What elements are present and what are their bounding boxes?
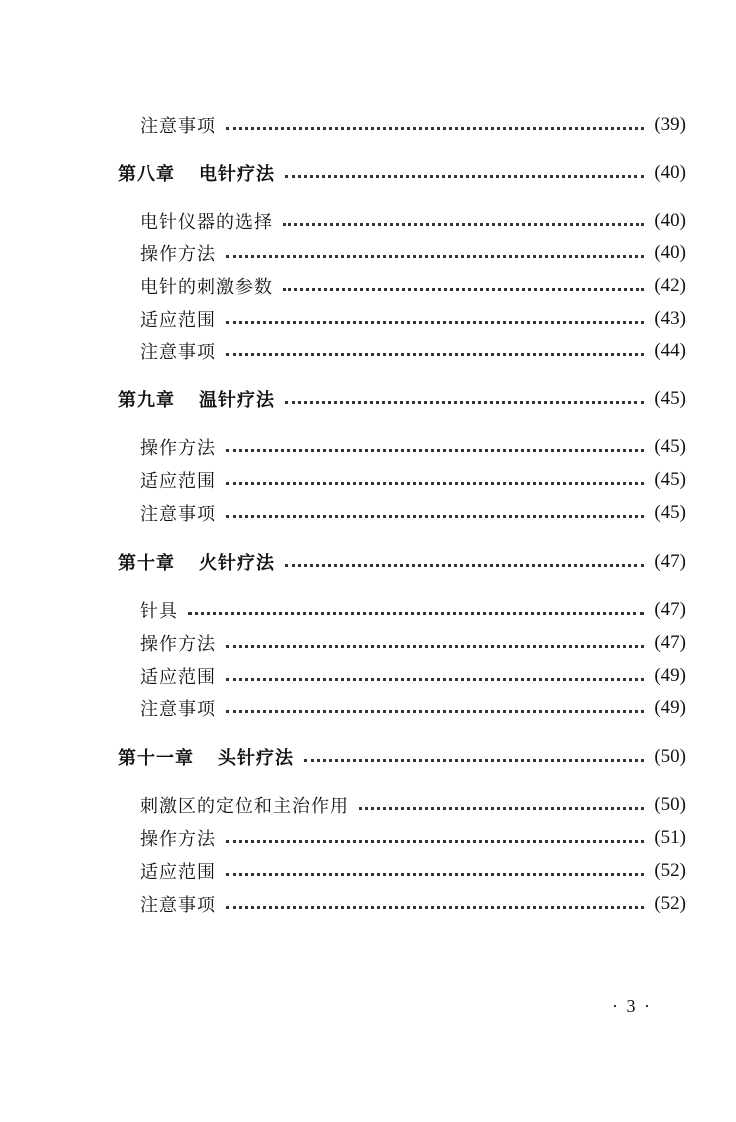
dot-leader	[226, 643, 644, 648]
dot-leader	[226, 125, 644, 130]
toc-entry-title: 注意事项	[140, 116, 216, 137]
chapter-number: 第十章	[118, 553, 175, 574]
dot-leader	[304, 757, 644, 762]
toc-entry-chapter	[118, 384, 686, 414]
dot-leader	[226, 447, 644, 452]
chapter-title: 电针疗法	[199, 164, 275, 185]
toc-entry-section	[140, 790, 686, 820]
toc-entry-page: (42)	[654, 275, 686, 296]
chapter-number: 第九章	[118, 390, 175, 411]
chapter-title: 头针疗法	[218, 748, 294, 769]
toc-entry-section	[140, 465, 686, 495]
toc-entry-section	[140, 823, 686, 853]
toc-entry-title: 注意事项	[140, 342, 216, 363]
toc-entry-title: 注意事项	[140, 504, 216, 525]
toc-entry-section	[140, 110, 686, 140]
toc-entry-title: 适应范围	[140, 862, 216, 883]
dot-leader	[283, 286, 644, 291]
toc-entry-page: (50)	[654, 746, 686, 767]
dot-leader	[226, 904, 644, 909]
toc-entry-section	[140, 336, 686, 366]
toc-entry-page: (45)	[654, 502, 686, 523]
toc-entry-title: 操作方法	[140, 829, 216, 850]
toc-entry-page: (49)	[654, 697, 686, 718]
toc-entry-section	[140, 271, 686, 301]
dot-leader	[359, 805, 644, 810]
toc-entry-page: (52)	[654, 893, 686, 914]
toc-entry-section	[140, 889, 686, 919]
dot-leader	[285, 399, 644, 404]
toc-entry-page: (47)	[654, 632, 686, 653]
dot-leader	[226, 480, 644, 485]
toc-entry-section	[140, 432, 686, 462]
dot-leader	[226, 838, 644, 843]
dot-leader	[226, 676, 644, 681]
toc-entry-title: 电针仪器的选择	[140, 212, 273, 233]
toc-entry-page: (50)	[654, 794, 686, 815]
toc-entry-page: (39)	[654, 114, 686, 135]
toc-entry-section	[140, 238, 686, 268]
toc-entry-title: 注意事项	[140, 895, 216, 916]
toc-entry-title: 适应范围	[140, 667, 216, 688]
chapter-number: 第八章	[118, 164, 175, 185]
page-number: · 3 ·	[612, 996, 652, 1016]
toc-entry-page: (43)	[654, 308, 686, 329]
toc-entry-title: 适应范围	[140, 310, 216, 331]
toc-entry-section	[140, 856, 686, 886]
dot-leader	[226, 351, 644, 356]
toc-entry-page: (45)	[654, 469, 686, 490]
toc-entry-page: (40)	[654, 242, 686, 263]
dot-leader	[226, 253, 644, 258]
toc-entry-section	[140, 628, 686, 658]
dot-leader	[226, 513, 644, 518]
toc-entry-title: 操作方法	[140, 634, 216, 655]
dot-leader	[285, 562, 644, 567]
toc-entry-page: (40)	[654, 162, 686, 183]
dot-leader	[188, 610, 644, 615]
toc-entry-section	[140, 498, 686, 528]
toc-entry-title: 操作方法	[140, 438, 216, 459]
chapter-title: 温针疗法	[199, 390, 275, 411]
toc-entry-chapter	[118, 547, 686, 577]
dot-leader	[226, 708, 644, 713]
toc-entry-page: (45)	[654, 436, 686, 457]
chapter-title: 火针疗法	[199, 553, 275, 574]
toc-entry-page: (52)	[654, 860, 686, 881]
toc-entry-title: 电针的刺激参数	[140, 277, 273, 298]
toc-entry-page: (47)	[654, 551, 686, 572]
toc-entry-title: 适应范围	[140, 471, 216, 492]
toc-entry-title: 操作方法	[140, 244, 216, 265]
toc-entry-page: (49)	[654, 665, 686, 686]
toc-entry-section	[140, 595, 686, 625]
toc-entry-page: (44)	[654, 340, 686, 361]
toc-entry-chapter	[118, 158, 686, 188]
toc-entry-page: (45)	[654, 388, 686, 409]
toc-entry-section	[140, 304, 686, 334]
toc-entry-chapter	[118, 742, 686, 772]
dot-leader	[226, 319, 644, 324]
toc-entry-page: (40)	[654, 210, 686, 231]
dot-leader	[283, 221, 644, 226]
chapter-number: 第十一章	[118, 748, 194, 769]
dot-leader	[226, 871, 644, 876]
dot-leader	[285, 173, 644, 178]
toc-entry-title: 刺激区的定位和主治作用	[140, 796, 349, 817]
toc-entry-title: 针具	[140, 601, 178, 622]
toc-entry-page: (51)	[654, 827, 686, 848]
toc-entry-section	[140, 206, 686, 236]
toc-entry-section	[140, 661, 686, 691]
toc-entry-section	[140, 693, 686, 723]
toc-entry-page: (47)	[654, 599, 686, 620]
toc-entry-title: 注意事项	[140, 699, 216, 720]
